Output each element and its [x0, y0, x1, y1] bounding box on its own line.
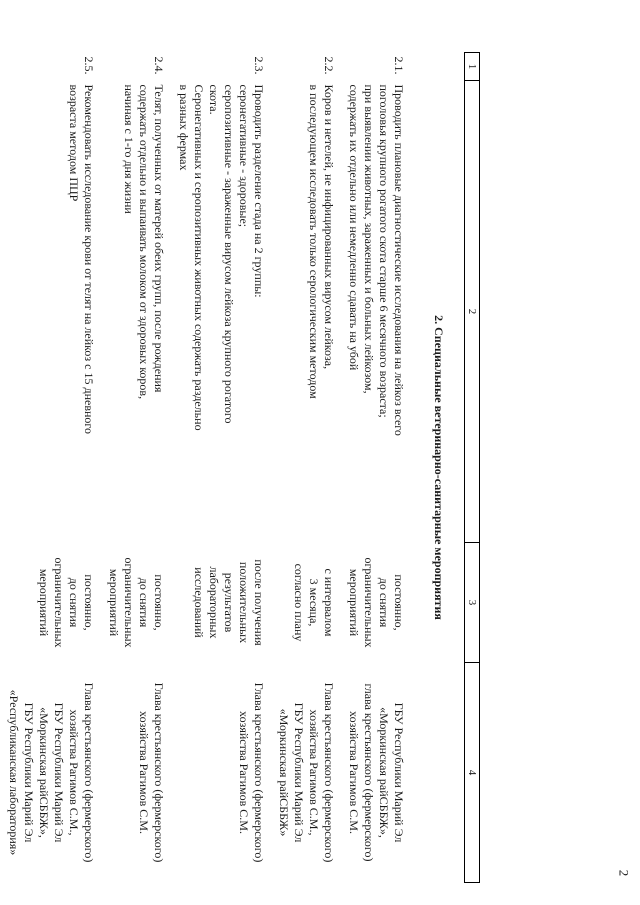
row-action-line: при выявлении животных, зараженных и больных лейкозом,: [362, 84, 376, 394]
row-responsible: [340, 663, 410, 883]
row-responsible-line: хозяйства Рагимов С.М.: [237, 711, 251, 834]
row-action-line: Рекомендовать исследование крови от телят на лейкоз с 15 дневного: [82, 84, 96, 435]
row-action-line: поголовья крупного рогатого скота старше 6 месячного возраста;: [377, 84, 391, 418]
page-number: 2: [615, 869, 631, 877]
table-row: [170, 53, 270, 883]
row-responsible: [170, 663, 270, 883]
row-action-line: серонегативные - здоровые;: [237, 84, 251, 228]
row-responsible-line: Глава крестьянского (фермерского): [252, 682, 266, 863]
row-action-line: возраста методом ПЦР: [67, 84, 81, 202]
row-responsible-line: Глава крестьянского (фермерского): [322, 682, 336, 863]
row-action-line: начиная с 1-го дня жизни: [122, 84, 136, 214]
row-action-line: Проводить плановые диагностические исследования на лейкоз всего: [392, 84, 406, 436]
row-responsible: [0, 663, 100, 883]
row-action-line: скота.: [207, 84, 221, 115]
row-term-line: постоянно,: [152, 574, 166, 631]
row-action-line: в разных фермах: [177, 84, 191, 171]
section-title: 2. Специальные ветеринарно-санитарные мероприятия: [432, 315, 446, 620]
row-responsible-line: Глава крестьянского (фермерского): [82, 682, 96, 863]
row-action: [170, 81, 270, 543]
row-responsible-line: хозяйства Рагимов С.М.,: [67, 709, 81, 836]
row-responsible-line: хозяйства Рагимов С.М.,: [307, 709, 321, 836]
row-responsible-line: «Моркинская райСББЖ»,: [37, 707, 51, 838]
row-action-line: содержать их отдельно или немедленно сдавать на убой: [347, 84, 361, 371]
row-action: [270, 81, 340, 543]
row-responsible-line: Глава крестьянского (фермерского): [152, 682, 166, 863]
table-row: [340, 53, 410, 883]
section-title-row: [410, 53, 465, 883]
row-term-line: с интервалом: [322, 568, 336, 637]
row-action-line: Серонегативных и серопозитивных животных содержать раздельно: [192, 84, 206, 431]
row-action-line: Проводить разделение стада на 2 группы:: [252, 84, 266, 298]
row-term-line: до снятия: [137, 577, 151, 628]
row-term-line: исследований: [192, 567, 206, 638]
row-action-line: содержать отдельно и выпаивать молоком от здоровых коров,: [137, 84, 151, 400]
row-number: 2.5.: [82, 56, 96, 75]
table-row: [0, 53, 100, 883]
row-term-line: ограничительных: [122, 557, 136, 648]
row-responsible-line: ГБУ Республики Марий Эл: [292, 702, 306, 843]
row-responsible-line: ГБУ Республики Марий Эл: [392, 702, 406, 843]
header-cell-1: 1: [465, 53, 480, 81]
row-responsible-line: ГБУ Республики Марий Эл: [52, 702, 66, 843]
row-term: [340, 543, 410, 663]
header-cell-3: 3: [465, 543, 480, 663]
row-term: [270, 543, 340, 663]
row-action: [0, 81, 100, 543]
row-term: [170, 543, 270, 663]
row-action-line: Коров и нетелей, не инфицированных вирусом лейкоза,: [322, 84, 336, 370]
row-term-line: мероприятий: [347, 568, 361, 637]
measures-table: [0, 52, 480, 883]
row-action-line: серопозитивные - зараженные вирусом лейкоза крупного рогатого: [222, 84, 236, 424]
row-responsible-line: хозяйства Рагимов С.М.: [347, 711, 361, 834]
row-term-line: мероприятий: [37, 568, 51, 637]
header-row: [465, 53, 480, 883]
row-term-line: положительных: [237, 561, 251, 644]
header-cell-2: 2: [465, 81, 480, 543]
row-term-line: лабораторных: [207, 566, 221, 639]
row-action-line: Телят, полученных от матерей обеих групп, после рождения: [152, 84, 166, 393]
row-term-line: до снятия: [67, 577, 81, 628]
row-term-line: согласно плану: [292, 563, 306, 642]
row-term-line: постоянно,: [82, 574, 96, 631]
row-term: [100, 543, 170, 663]
row-term-line: до снятия: [377, 577, 391, 628]
row-action-line: в последующем исследовать только серологическим методом: [307, 84, 321, 399]
row-term-line: 3 месяца,: [307, 578, 321, 627]
row-term-line: результатов: [222, 572, 236, 633]
row-responsible: [100, 663, 170, 883]
row-term-line: ограничительных: [52, 557, 66, 648]
row-responsible: [270, 663, 340, 883]
row-term-line: ограничительных: [362, 557, 376, 648]
rotated-sheet: [7, 52, 480, 892]
row-responsible-line: хозяйства Рагимов С.М.: [137, 711, 151, 834]
row-action: [100, 81, 170, 543]
row-term-line: мероприятий: [107, 568, 121, 637]
row-responsible-line: глава крестьянского (фермерского): [362, 683, 376, 862]
row-action: [340, 81, 410, 543]
table-row: [100, 53, 170, 883]
row-number: 2.3.: [252, 56, 266, 75]
row-responsible-line: «Моркинская райСББЖ»: [277, 708, 291, 837]
row-number: 2.2.: [322, 56, 336, 75]
header-cell-4: 4: [465, 663, 480, 883]
row-responsible-line: ГБУ Республики Марий Эл: [22, 702, 36, 843]
row-term-line: постоянно,: [392, 574, 406, 631]
row-number: 2.1.: [392, 56, 406, 75]
table-row: [270, 53, 340, 883]
row-number: 2.4.: [152, 56, 166, 75]
row-responsible-line: «Моркинская райСББЖ»,: [377, 707, 391, 838]
row-term-line: после получения: [252, 559, 266, 646]
row-responsible-line: «Республиканская лаборатория»: [7, 689, 21, 856]
row-term: [0, 543, 100, 663]
